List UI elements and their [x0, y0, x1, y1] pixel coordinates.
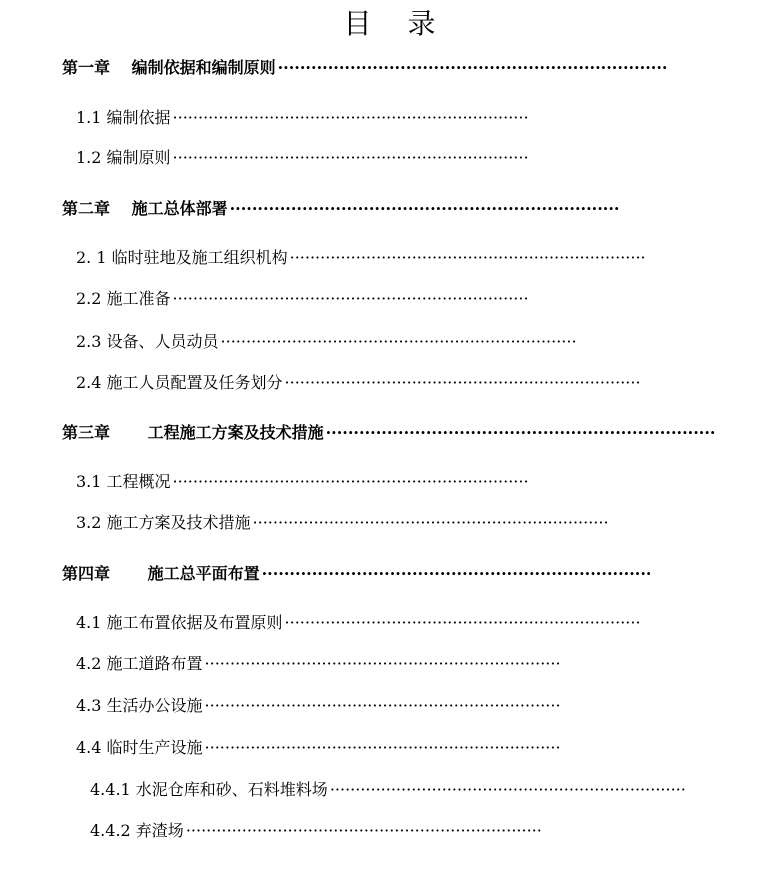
toc-title: 目 录: [343, 7, 440, 40]
toc-section-4-2[interactable]: [76, 652, 642, 676]
toc-section-1-1[interactable]: [76, 106, 642, 130]
toc-section-2-1[interactable]: [76, 246, 644, 270]
leader-dots: ······································································: [284, 373, 641, 392]
leader-dots: ······································································: [325, 423, 716, 442]
leader-dots: ······································································: [172, 148, 529, 167]
leader-dots: ······································································: [204, 738, 561, 757]
toc-section-4-4[interactable]: [76, 736, 642, 760]
toc-label: 4.2 施工道路布置: [76, 654, 203, 673]
toc-section-3-2[interactable]: [76, 511, 634, 535]
toc-label: 1.1 编制依据: [76, 108, 171, 127]
toc-section-3-1[interactable]: [76, 470, 632, 494]
toc-label: 3.1 工程概况: [76, 472, 171, 491]
toc-label: 第三章 工程施工方案及技术措施: [62, 423, 324, 442]
leader-dots: ······································································: [220, 332, 577, 351]
leader-dots: ······································································: [172, 289, 529, 308]
leader-dots: ······································································: [185, 821, 542, 840]
leader-dots: ······································································: [261, 564, 652, 583]
toc-label: 2.3 设备、人员动员: [76, 332, 219, 351]
toc-chapter-1[interactable]: [62, 56, 668, 80]
toc-label: 2.2 施工准备: [76, 289, 171, 308]
leader-dots: ······································································: [252, 513, 609, 532]
toc-label: 1.2 编制原则: [76, 148, 171, 167]
leader-dots: ······································································: [289, 248, 646, 267]
toc-section-2-4[interactable]: [76, 371, 641, 395]
toc-chapter-2[interactable]: [62, 197, 644, 221]
toc-label: 4.4 临时生产设施: [76, 738, 203, 757]
leader-dots: ······································································: [277, 58, 668, 77]
leader-dots: ······································································: [172, 108, 529, 127]
toc-chapter-4[interactable]: [62, 562, 652, 586]
toc-label: 4.1 施工布置依据及布置原则: [76, 613, 283, 632]
toc-label: 4.4.1 水泥仓库和砂、石料堆料场: [90, 780, 328, 799]
toc-label: 第四章 施工总平面布置: [62, 564, 260, 583]
toc-section-4-1[interactable]: [76, 611, 641, 635]
toc-label: 4.4.2 弃渣场: [90, 821, 184, 840]
toc-label: 2.4 施工人员配置及任务划分: [76, 373, 283, 392]
toc-label: 2. 1 临时驻地及施工组织机构: [76, 248, 288, 267]
toc-label: 4.3 生活办公设施: [76, 696, 203, 715]
leader-dots: ······································································: [204, 696, 561, 715]
toc-section-2-2[interactable]: [76, 287, 642, 311]
toc-label: 3.2 施工方案及技术措施: [76, 513, 251, 532]
toc-label: 第一章 编制依据和编制原则: [62, 58, 276, 77]
toc-section-4-4-2[interactable]: [90, 819, 642, 843]
toc-section-4-3[interactable]: [76, 694, 642, 718]
leader-dots: ······································································: [229, 199, 620, 218]
toc-section-1-2[interactable]: [76, 146, 642, 170]
toc-chapter-3[interactable]: [62, 421, 716, 445]
leader-dots: ······································································: [284, 613, 641, 632]
leader-dots: ······································································: [204, 654, 561, 673]
leader-dots: ······································································: [172, 472, 529, 491]
leader-dots: ······································································: [329, 780, 686, 799]
toc-label: 第二章 施工总体部署: [62, 199, 228, 218]
toc-section-4-4-1[interactable]: [90, 778, 686, 802]
toc-section-2-3[interactable]: [76, 330, 632, 354]
